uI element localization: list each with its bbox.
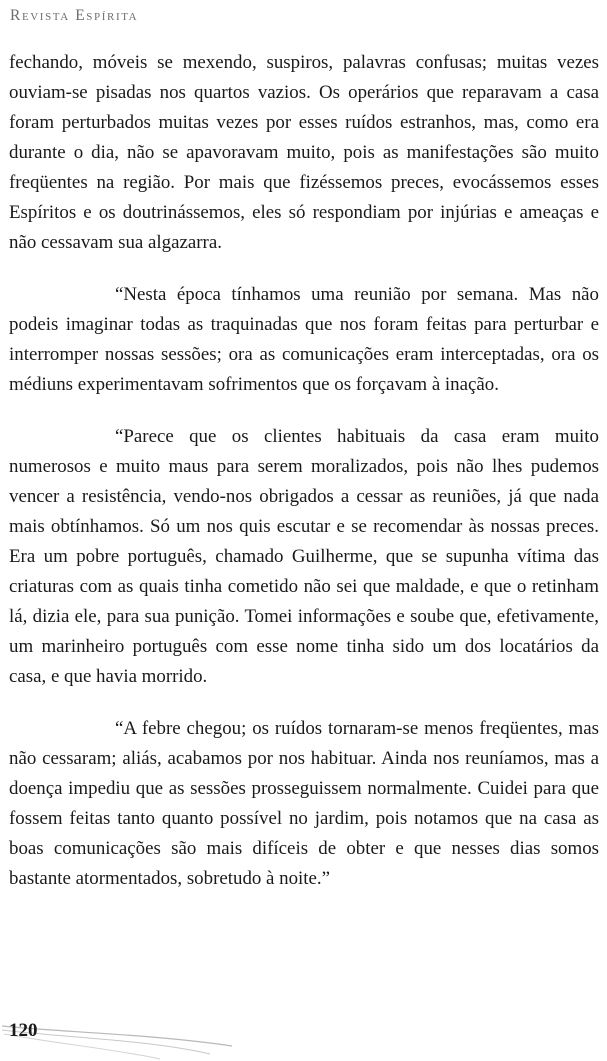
body-text	[9, 48, 599, 894]
running-header: Revista Espírita	[10, 7, 139, 24]
paragraph-1: fechando, móveis se mexendo, suspiros, palavras confusas; muitas vezes ouviam-se pisadas nos quartos vazios. Os operários que reparavam a casa foram perturbados muitas vezes por esses ruídos estranhos, mas, como era durante o dia, não se apavoravam muito, pois as manifestações são muito freqüentes na região. Por mais que fizéssemos preces, evocássemos esses Espíritos e os doutrinássemos, eles só respondiam por injúrias e ameaças e não cessavam sua algazarra.	[9, 52, 599, 253]
paragraph-4: “A febre chegou; os ruídos tornaram-se menos freqüentes, mas não cessaram; aliás, acabamos por nos habituar. Ainda nos reuníamos, mas a doença impediu que as sessões prosseguissem normalmente. Cuidei para que fossem feitas tanto quanto possível no jardim, pois notamos que na casa as boas comunicações são mais difíceis de obter e que nesses dias somos bastante atormentados, sobretudo à noite.”	[9, 718, 599, 889]
paragraph-2: “Nesta época tínhamos uma reunião por semana. Mas não podeis imaginar todas as traquinadas que nos foram feitas para perturbar e interromper nossas sessões; ora as comunicações eram interceptadas, ora os médiuns experimentavam sofrimentos que os forçavam à inação.	[9, 284, 599, 395]
paragraph-3: “Parece que os clientes habituais da casa eram muito numerosos e muito maus para serem moralizados, pois não lhes pudemos vencer a resistência, vendo-nos obrigados a cessar as reuniões, já que nada mais obtínhamos. Só um nos quis escutar e se recomendar às nossas preces. Era um pobre português, chamado Guilherme, que se supunha vítima das criaturas com as quais tinha cometido não sei que maldade, e que o retinham lá, dizia ele, para sua punição. Tomei informações e soube que, efetivamente, um marinheiro português com esse nome tinha sido um dos locatários da casa, e que havia morrido.	[9, 426, 599, 687]
page-number: 120	[9, 1020, 38, 1041]
